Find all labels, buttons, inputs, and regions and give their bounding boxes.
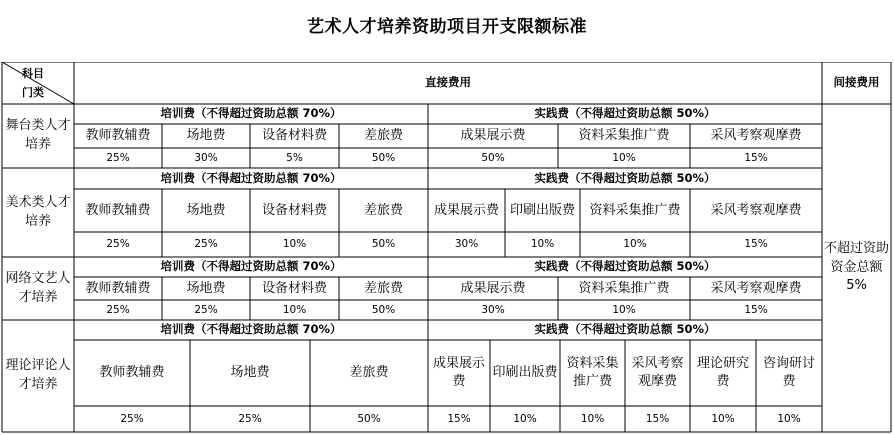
practice-item-name bbox=[756, 340, 822, 406]
training-item-value bbox=[162, 232, 250, 257]
training-item-name bbox=[74, 124, 162, 148]
training-item-name bbox=[310, 340, 428, 406]
practice-item-value-text: 15% bbox=[447, 412, 471, 425]
training-item-name bbox=[190, 340, 310, 406]
training-item-value bbox=[74, 406, 190, 432]
practice-item-value bbox=[560, 406, 625, 432]
practice-item-value bbox=[558, 300, 690, 320]
training-item-value-text: 25% bbox=[194, 303, 218, 316]
page-title: 艺术人才培养资助项目开支限额标准 bbox=[307, 17, 587, 37]
training-item-value-text: 25% bbox=[106, 151, 130, 164]
training-item-name bbox=[74, 277, 162, 300]
training-item-name bbox=[339, 124, 428, 148]
practice-item-value-text: 15% bbox=[744, 151, 768, 164]
direct-cost-header-text: 直接费用 bbox=[425, 75, 471, 90]
practice-item-value bbox=[580, 232, 690, 257]
practice-item-name-text: 采风考察观摩费 bbox=[710, 202, 802, 218]
practice-item-name-text: 资料采集推广费 bbox=[578, 128, 670, 144]
training-item-value-text: 30% bbox=[194, 151, 218, 164]
practice-item-value-text: 15% bbox=[645, 412, 670, 425]
training-item-value-text: 25% bbox=[106, 238, 130, 251]
training-item-value-text: 25% bbox=[194, 238, 218, 251]
training-item-value-text: 25% bbox=[106, 303, 130, 316]
training-item-name-text: 差旅费 bbox=[349, 365, 389, 381]
practice-item-name bbox=[560, 340, 625, 406]
category-name-2 bbox=[2, 257, 74, 320]
practice-item-name-text: 成果展示费 bbox=[433, 202, 499, 218]
training-item-name bbox=[250, 189, 339, 232]
training-item-name-text: 场地费 bbox=[230, 365, 270, 381]
practice-header-3-text: 实践费（不得超过资助总额 50%） bbox=[534, 322, 716, 337]
practice-item-name-text: 资料采集推广费 bbox=[566, 356, 619, 389]
training-item-name bbox=[339, 189, 428, 232]
practice-item-name-text: 采风考察观摩费 bbox=[710, 280, 802, 296]
practice-item-value bbox=[756, 406, 822, 432]
practice-item-name-text: 印刷出版费 bbox=[509, 202, 575, 218]
practice-item-name bbox=[580, 189, 690, 232]
practice-item-value bbox=[558, 148, 690, 168]
training-item-name-text: 设备材料费 bbox=[261, 202, 327, 218]
practice-item-value bbox=[428, 406, 490, 432]
training-header-0 bbox=[74, 104, 428, 124]
category-name-1-text: 美术类人才培养 bbox=[5, 194, 71, 229]
training-item-value bbox=[162, 148, 250, 168]
practice-item-name-text: 采风考察观摩费 bbox=[710, 128, 802, 144]
training-item-value-text: 50% bbox=[357, 412, 381, 425]
training-item-value bbox=[250, 148, 339, 168]
practice-item-value bbox=[490, 406, 560, 432]
practice-item-name bbox=[428, 189, 505, 232]
training-item-name bbox=[74, 340, 190, 406]
training-item-value bbox=[339, 232, 428, 257]
practice-item-name bbox=[625, 340, 690, 406]
training-header-3 bbox=[74, 320, 428, 340]
training-item-value bbox=[250, 300, 339, 320]
practice-item-value-text: 30% bbox=[481, 303, 505, 316]
practice-item-value bbox=[428, 232, 505, 257]
training-header-1 bbox=[74, 168, 428, 189]
practice-item-name bbox=[558, 277, 690, 300]
practice-item-value bbox=[625, 406, 690, 432]
practice-header-2-text: 实践费（不得超过资助总额 50%） bbox=[534, 259, 716, 274]
practice-item-value bbox=[690, 300, 822, 320]
category-name-0 bbox=[2, 104, 74, 168]
practice-header-0 bbox=[428, 104, 822, 124]
practice-item-value bbox=[690, 148, 822, 168]
training-item-value-text: 50% bbox=[371, 238, 396, 251]
practice-item-value-text: 10% bbox=[612, 303, 636, 316]
practice-item-value bbox=[690, 232, 822, 257]
training-item-value-text: 10% bbox=[282, 303, 307, 316]
category-name-2-text: 网络文艺人才培养 bbox=[5, 270, 71, 305]
training-item-value bbox=[74, 232, 162, 257]
practice-item-name bbox=[505, 189, 580, 232]
training-item-value-text: 10% bbox=[282, 238, 307, 251]
training-item-name-text: 设备材料费 bbox=[261, 128, 327, 144]
practice-header-1 bbox=[428, 168, 822, 189]
training-header-3-text: 培训费（不得超过资助总额 70%） bbox=[160, 322, 342, 337]
training-item-name-text: 差旅费 bbox=[363, 280, 403, 296]
training-item-value bbox=[339, 300, 428, 320]
category-name-3 bbox=[2, 320, 74, 432]
practice-item-value-text: 15% bbox=[744, 303, 768, 316]
training-item-name-text: 场地费 bbox=[186, 128, 226, 144]
training-item-value bbox=[250, 232, 339, 257]
practice-item-name bbox=[690, 277, 822, 300]
training-item-name-text: 差旅费 bbox=[363, 128, 403, 144]
practice-item-name bbox=[690, 340, 756, 406]
training-header-0-text: 培训费（不得超过资助总额 70%） bbox=[160, 106, 342, 121]
practice-item-name-text: 理论研究费 bbox=[696, 356, 749, 389]
practice-item-value bbox=[505, 232, 580, 257]
practice-item-name-text: 采风考察观摩费 bbox=[631, 356, 684, 389]
practice-item-name bbox=[690, 124, 822, 148]
practice-header-3 bbox=[428, 320, 822, 340]
training-item-value bbox=[162, 300, 250, 320]
practice-header-0-text: 实践费（不得超过资助总额 50%） bbox=[534, 106, 716, 121]
practice-item-value-text: 10% bbox=[711, 412, 735, 425]
corner-category-label: 门类 bbox=[22, 86, 44, 99]
training-item-value-text: 50% bbox=[371, 303, 396, 316]
training-item-name-text: 场地费 bbox=[186, 202, 226, 218]
practice-item-name bbox=[428, 277, 558, 300]
practice-item-name bbox=[690, 189, 822, 232]
training-item-name-text: 场地费 bbox=[186, 280, 226, 296]
practice-item-name bbox=[428, 340, 490, 406]
indirect-cost-value bbox=[822, 104, 891, 432]
training-item-value-text: 25% bbox=[120, 412, 144, 425]
corner-subject-label: 科目 bbox=[22, 67, 44, 80]
training-item-name bbox=[339, 277, 428, 300]
practice-item-value-text: 10% bbox=[612, 151, 636, 164]
training-item-name bbox=[162, 277, 250, 300]
indirect-cost-value-text: 不超过资助资金总额5% bbox=[824, 240, 890, 294]
practice-item-value-text: 50% bbox=[481, 151, 505, 164]
training-item-value-text: 25% bbox=[238, 412, 262, 425]
practice-item-name bbox=[490, 340, 560, 406]
practice-item-name-text: 资料采集推广费 bbox=[589, 202, 681, 218]
training-item-name-text: 差旅费 bbox=[363, 202, 403, 218]
training-item-name bbox=[74, 189, 162, 232]
direct-cost-header bbox=[74, 62, 822, 104]
training-header-1-text: 培训费（不得超过资助总额 70%） bbox=[160, 170, 342, 185]
practice-item-value bbox=[428, 148, 558, 168]
practice-item-name-text: 印刷出版费 bbox=[492, 365, 558, 381]
category-name-1 bbox=[2, 168, 74, 257]
practice-item-name-text: 成果展示费 bbox=[432, 356, 485, 389]
practice-item-name bbox=[428, 124, 558, 148]
practice-item-value-text: 10% bbox=[623, 238, 647, 251]
practice-item-value-text: 10% bbox=[777, 412, 801, 425]
practice-item-value-text: 10% bbox=[580, 412, 605, 425]
training-item-name bbox=[250, 277, 339, 300]
training-item-value bbox=[74, 300, 162, 320]
indirect-cost-header-text: 间接费用 bbox=[833, 75, 880, 90]
category-name-3-text: 理论评论人才培养 bbox=[5, 358, 71, 392]
practice-item-value bbox=[690, 406, 756, 432]
expense-limit-table bbox=[0, 62, 894, 432]
practice-header-2 bbox=[428, 257, 822, 277]
practice-item-name-text: 成果展示费 bbox=[460, 128, 526, 144]
practice-item-value-text: 10% bbox=[513, 412, 537, 425]
training-item-value-text: 5% bbox=[286, 151, 303, 164]
practice-item-name-text: 成果展示费 bbox=[460, 280, 526, 296]
training-header-2-text: 培训费（不得超过资助总额 70%） bbox=[160, 259, 342, 274]
indirect-cost-header bbox=[822, 62, 891, 104]
practice-item-name-text: 咨询研讨费 bbox=[762, 356, 815, 389]
training-item-value bbox=[74, 148, 162, 168]
practice-item-value-text: 15% bbox=[744, 238, 768, 251]
training-item-name bbox=[250, 124, 339, 148]
practice-item-name-text: 资料采集推广费 bbox=[578, 280, 670, 296]
practice-item-value-text: 10% bbox=[530, 238, 555, 251]
training-item-name-text: 教师教辅费 bbox=[85, 128, 151, 144]
practice-header-1-text: 实践费（不得超过资助总额 50%） bbox=[534, 170, 716, 185]
practice-item-value bbox=[428, 300, 558, 320]
training-item-name bbox=[162, 189, 250, 232]
training-item-name-text: 设备材料费 bbox=[261, 280, 327, 296]
training-item-value bbox=[339, 148, 428, 168]
training-item-value bbox=[190, 406, 310, 432]
category-name-0-text: 舞台类人才培养 bbox=[5, 118, 71, 152]
training-item-name-text: 教师教辅费 bbox=[85, 202, 151, 218]
training-item-name-text: 教师教辅费 bbox=[85, 280, 151, 296]
training-item-name bbox=[162, 124, 250, 148]
practice-item-name bbox=[558, 124, 690, 148]
practice-item-value-text: 30% bbox=[454, 238, 479, 251]
training-header-2 bbox=[74, 257, 428, 277]
training-item-value bbox=[310, 406, 428, 432]
training-item-value-text: 50% bbox=[371, 151, 396, 164]
training-item-name-text: 教师教辅费 bbox=[99, 365, 165, 381]
